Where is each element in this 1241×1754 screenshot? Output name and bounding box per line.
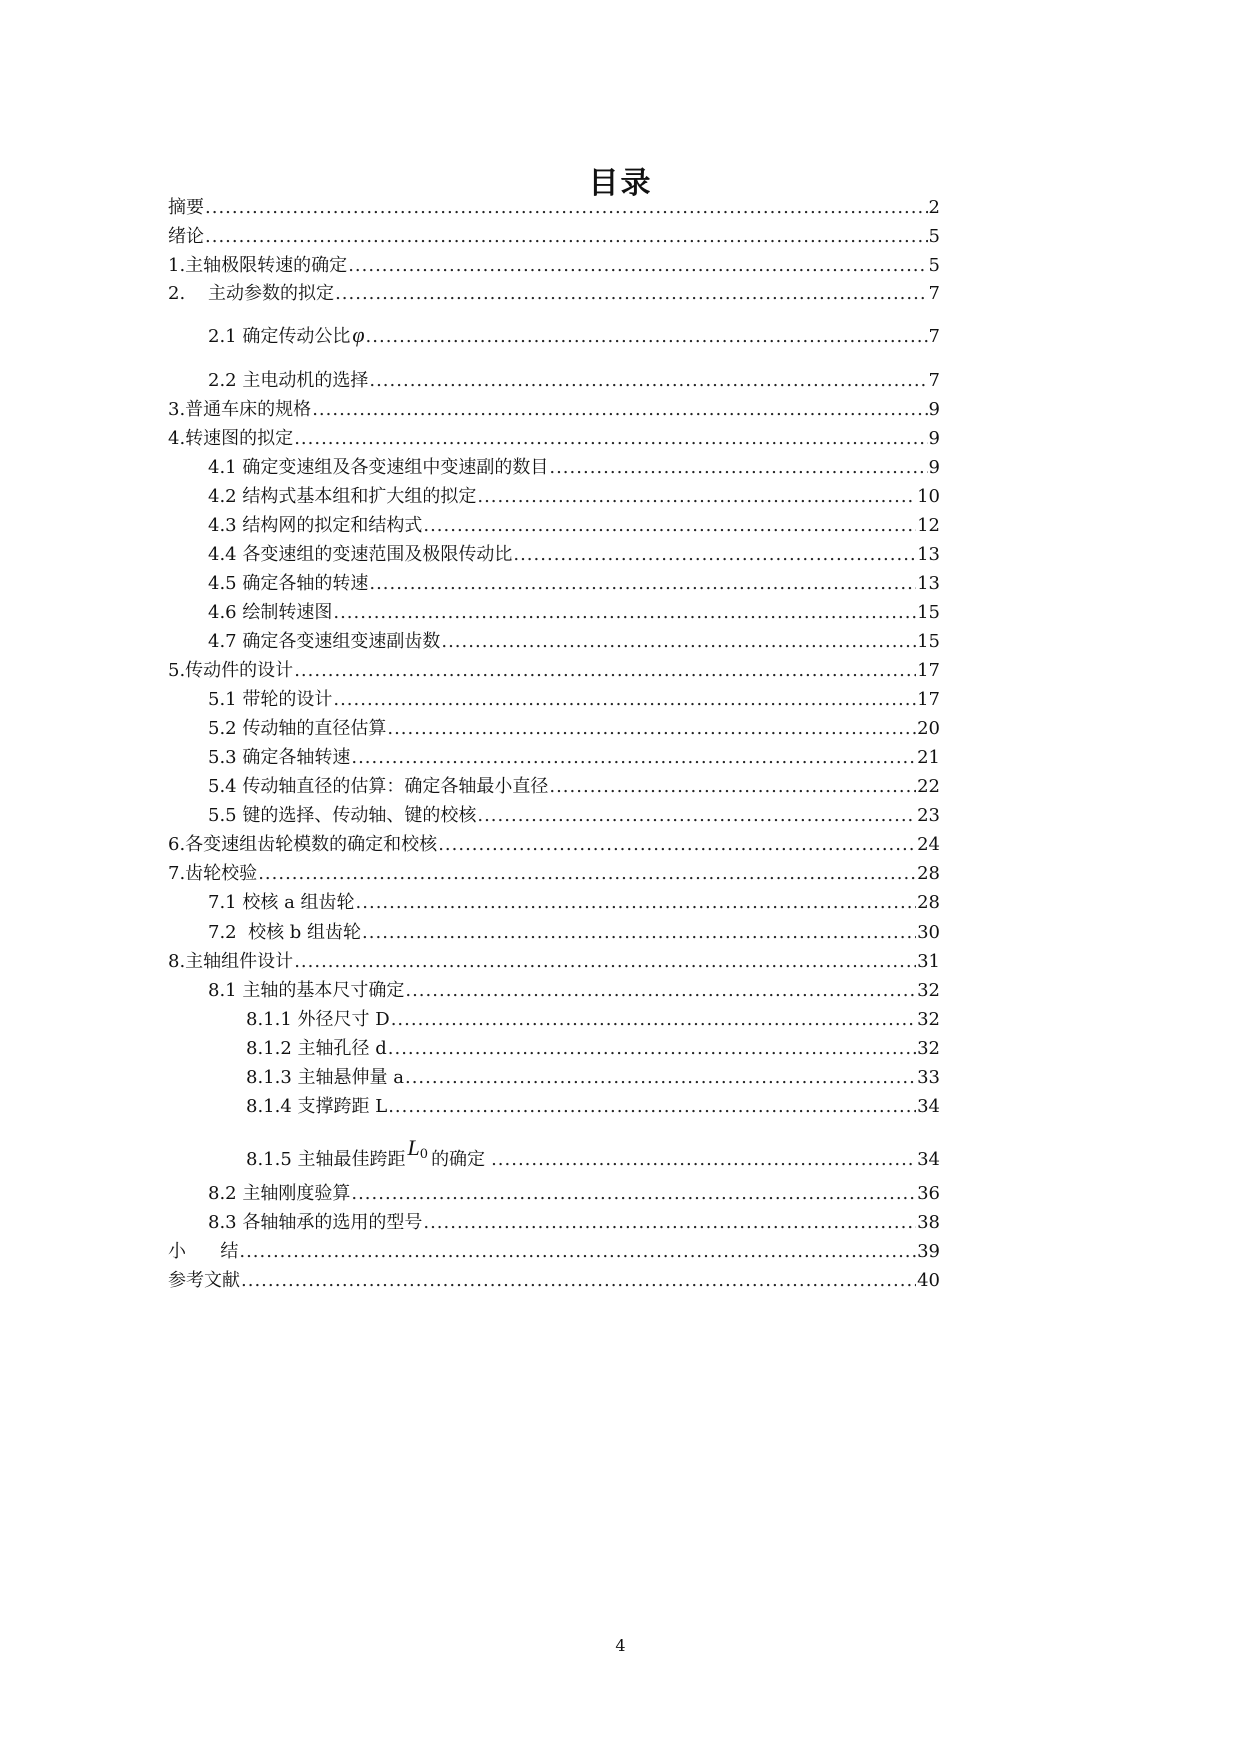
toc-entry-page: 21 xyxy=(917,747,940,768)
toc-entry[interactable] xyxy=(168,281,940,307)
toc-entry[interactable] xyxy=(208,455,940,481)
toc-entry-label: 4.4 各变速组的变速范围及极限传动比 xyxy=(208,544,513,565)
toc-leader xyxy=(387,716,916,742)
toc-leader xyxy=(423,513,916,539)
toc-entry-page: 2 xyxy=(928,197,940,218)
toc-entry[interactable] xyxy=(208,322,940,348)
toc-leader xyxy=(294,949,916,975)
toc-leader xyxy=(477,803,916,829)
toc-entry-label: 摘要 xyxy=(168,197,204,218)
toc-entry-page: 9 xyxy=(928,457,940,478)
toc-leader xyxy=(405,1065,916,1091)
toc-entry-label: 8.1.3 主轴悬伸量 a xyxy=(246,1067,404,1088)
toc-entry-label: 2. 主动参数的拟定 xyxy=(168,283,335,304)
toc-entry-page: 9 xyxy=(928,428,940,449)
toc-entry-page: 38 xyxy=(917,1212,940,1233)
toc-entry[interactable] xyxy=(208,542,940,568)
toc-entry-page: 15 xyxy=(917,631,940,652)
toc-entry[interactable] xyxy=(168,195,940,221)
toc-leader xyxy=(312,397,927,423)
toc-entry-label: 4.1 确定变速组及各变速组中变速副的数目 xyxy=(208,457,549,478)
toc-entry[interactable] xyxy=(168,1239,940,1265)
toc-entry[interactable] xyxy=(208,745,940,771)
toc-entry-label: 3.普通车床的规格 xyxy=(168,399,312,420)
toc-entry[interactable] xyxy=(208,978,940,1004)
toc-entry-label: 7.1 校核 a 组齿轮 xyxy=(208,892,355,913)
toc-entry[interactable] xyxy=(168,426,940,452)
toc-entry[interactable] xyxy=(246,1135,940,1171)
toc-leader xyxy=(477,484,916,510)
toc-entry-page: 7 xyxy=(928,370,940,391)
toc-entry-label: 小 结 xyxy=(168,1241,239,1262)
toc-entry[interactable] xyxy=(168,397,940,423)
toc-entry-page: 22 xyxy=(917,776,940,797)
toc-leader xyxy=(513,542,916,568)
toc-leader xyxy=(335,281,927,307)
toc-entry-page: 23 xyxy=(917,805,940,826)
toc-entry[interactable] xyxy=(168,832,940,858)
toc-entry-page: 40 xyxy=(917,1270,940,1291)
toc-entry-label: 1.主轴极限转速的确定 xyxy=(168,255,348,276)
toc-leader xyxy=(351,1181,916,1207)
toc-entry[interactable] xyxy=(168,224,940,250)
toc-leader xyxy=(294,658,916,684)
toc-entry-label: 8.1.2 主轴孔径 d xyxy=(246,1038,387,1059)
toc-leader xyxy=(241,1268,916,1294)
toc-entry-label: 5.2 传动轴的直径估算 xyxy=(208,718,387,739)
toc-entry-page: 17 xyxy=(917,689,940,710)
toc-leader xyxy=(333,600,916,626)
toc-leader xyxy=(239,1239,916,1265)
toc-entry[interactable] xyxy=(208,920,940,946)
toc-entry-label: 4.2 结构式基本组和扩大组的拟定 xyxy=(208,486,477,507)
toc-entry-label: 8.2 主轴刚度验算 xyxy=(208,1183,351,1204)
toc-leader xyxy=(438,832,916,858)
toc-leader xyxy=(491,1147,916,1173)
page-number: 4 xyxy=(615,1636,626,1655)
toc-entry[interactable] xyxy=(168,1268,940,1294)
toc-entry[interactable] xyxy=(208,803,940,829)
toc-entry-label: 2.1 确定传动公比 xyxy=(208,326,351,347)
toc-entry-label: 8.1.4 支撑跨距 L xyxy=(246,1096,388,1117)
toc-entry-label: 4.7 确定各变速组变速副齿数 xyxy=(208,631,441,652)
toc-entry-page: 32 xyxy=(917,1009,940,1030)
toc-entry[interactable] xyxy=(208,716,940,742)
toc-leader xyxy=(441,629,916,655)
toc-leader xyxy=(333,687,916,713)
toc-entry-page: 5 xyxy=(928,255,940,276)
toc-entry-label: 5.4 传动轴直径的估算：确定各轴最小直径 xyxy=(208,776,549,797)
toc-entry[interactable] xyxy=(246,1065,940,1091)
toc-leader xyxy=(549,455,927,481)
toc-entry-page: 17 xyxy=(917,660,940,681)
toc-entry-label: 参考文献 xyxy=(168,1270,240,1291)
toc-leader xyxy=(391,1007,916,1033)
toc-entry-label: 6.各变速组齿轮模数的确定和校核 xyxy=(168,834,438,855)
l0-symbol: $L_0$ xyxy=(407,1135,429,1162)
toc-leader xyxy=(356,890,917,916)
toc-entry-page: 34 xyxy=(917,1149,940,1170)
toc-leader xyxy=(405,978,916,1004)
toc-entry[interactable] xyxy=(168,253,940,279)
toc-leader xyxy=(205,195,928,221)
toc-entry-label: 4.5 确定各轴的转速 xyxy=(208,573,369,594)
toc-entry-label: 8.主轴组件设计 xyxy=(168,951,294,972)
toc-entry-page: 34 xyxy=(917,1096,940,1117)
toc-entry-label: 4.转速图的拟定 xyxy=(168,428,294,449)
toc-leader xyxy=(258,861,916,887)
toc-leader xyxy=(423,1210,916,1236)
toc-entry[interactable] xyxy=(246,1007,940,1033)
toc-entry-page: 36 xyxy=(917,1183,940,1204)
toc-leader xyxy=(362,920,916,946)
toc-entry[interactable] xyxy=(208,600,940,626)
toc-entry-label: 5.1 带轮的设计 xyxy=(208,689,333,710)
toc-entry-label: 8.3 各轴轴承的选用的型号 xyxy=(208,1212,423,1233)
toc-leader xyxy=(388,1094,916,1120)
toc-leader xyxy=(549,774,916,800)
toc-entry[interactable] xyxy=(168,949,940,975)
toc-entry[interactable] xyxy=(208,571,940,597)
toc-entry-page: 39 xyxy=(917,1241,940,1262)
toc-leader xyxy=(348,253,927,279)
toc-entry-label: 8.1 主轴的基本尺寸确定 xyxy=(208,980,405,1001)
toc-leader xyxy=(369,571,916,597)
toc-entry[interactable] xyxy=(246,1036,940,1062)
toc-leader xyxy=(205,224,928,250)
toc-entry[interactable] xyxy=(208,368,940,394)
toc-entry-label: 7.齿轮校验 xyxy=(168,863,258,884)
toc-entry-page: 32 xyxy=(917,980,940,1001)
toc-entry-page: 7 xyxy=(928,326,940,347)
toc-entry-page: 31 xyxy=(917,951,940,972)
toc-entry-label: 5.3 确定各轴转速 xyxy=(208,747,351,768)
toc-leader xyxy=(351,745,916,771)
toc-entry-page: 7 xyxy=(928,283,940,304)
toc-entry[interactable] xyxy=(208,484,940,510)
toc-entry[interactable] xyxy=(246,1094,940,1120)
toc-entry[interactable] xyxy=(208,687,940,713)
toc-leader xyxy=(388,1036,916,1062)
toc-entry[interactable] xyxy=(208,513,940,539)
toc-leader xyxy=(366,324,928,350)
toc-entry-page: 5 xyxy=(928,226,940,247)
toc-entry-page: 20 xyxy=(917,718,940,739)
toc-entry-label: 8.1.5 主轴最佳跨距 xyxy=(246,1149,406,1170)
toc-entry-label: 绪论 xyxy=(168,226,204,247)
toc-leader xyxy=(294,426,927,452)
toc-entry[interactable] xyxy=(168,658,940,684)
toc-entry-page: 10 xyxy=(917,486,940,507)
toc-entry-page: 24 xyxy=(917,834,940,855)
toc-entry-label: 5.传动件的设计 xyxy=(168,660,294,681)
toc-entry-label: 8.1.1 外径尺寸 D xyxy=(246,1009,390,1030)
toc-entry-label: 4.6 绘制转速图 xyxy=(208,602,333,623)
phi-symbol: φ xyxy=(352,322,365,347)
toc-entry-page: 12 xyxy=(917,515,940,536)
toc-entry-label: 4.3 结构网的拟定和结构式 xyxy=(208,515,423,536)
toc-entry-page: 30 xyxy=(917,922,940,943)
toc-entry[interactable] xyxy=(208,629,940,655)
toc-entry-label: 2.2 主电动机的选择 xyxy=(208,370,369,391)
toc-entry-page: 15 xyxy=(917,602,940,623)
page-title: 目录 xyxy=(588,166,653,201)
toc-entry[interactable] xyxy=(208,890,940,916)
toc-entry-page: 33 xyxy=(917,1067,940,1088)
toc-entry[interactable] xyxy=(208,1181,940,1207)
toc-entry-page: 28 xyxy=(917,863,940,884)
toc-leader xyxy=(369,368,927,394)
toc-entry-page: 9 xyxy=(928,399,940,420)
toc-entry-label-suffix: 的确定 xyxy=(431,1149,486,1170)
toc-entry[interactable] xyxy=(168,861,940,887)
toc-entry[interactable] xyxy=(208,774,940,800)
toc-entry-page: 28 xyxy=(917,892,940,913)
toc-entry-page: 13 xyxy=(917,573,940,594)
toc-entry-page: 32 xyxy=(917,1038,940,1059)
toc-entry-page: 13 xyxy=(917,544,940,565)
toc-entry[interactable] xyxy=(208,1210,940,1236)
toc-entry-label: 7.2 校核 b 组齿轮 xyxy=(208,922,362,943)
toc-entry-label: 5.5 键的选择、传动轴、键的校核 xyxy=(208,805,477,826)
